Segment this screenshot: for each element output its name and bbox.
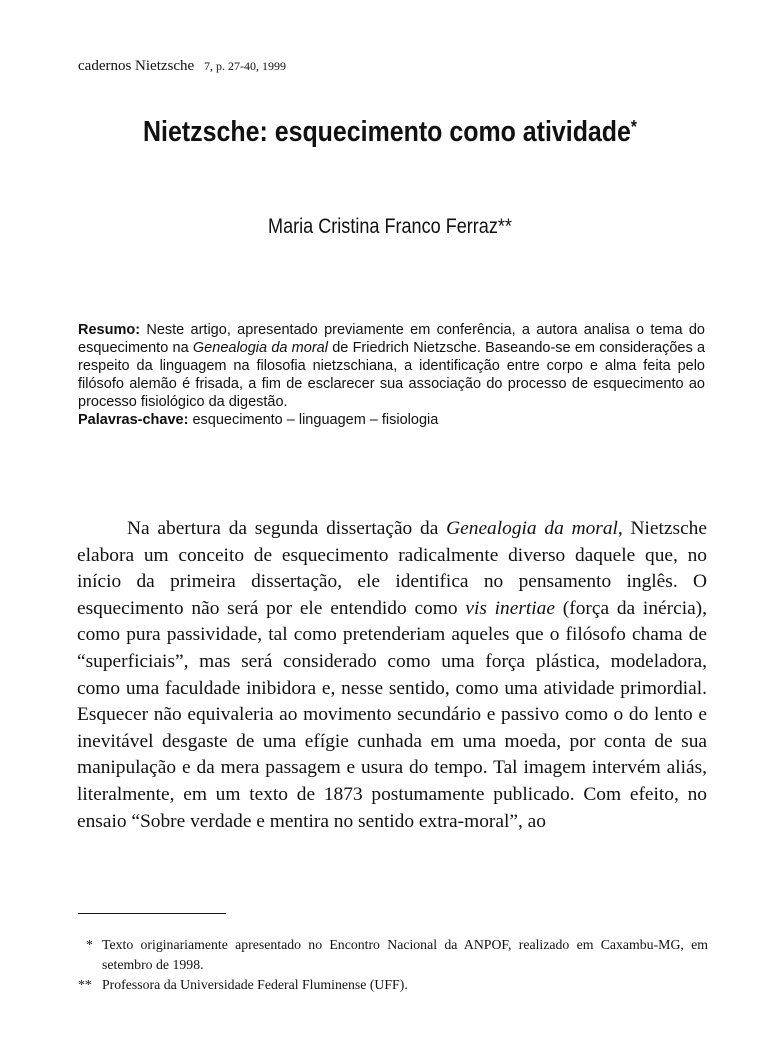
author-name: Maria Cristina Franco Ferraz [268,215,498,238]
journal-name: cadernos Nietzsche [78,58,195,74]
keywords-text: esquecimento – linguagem – fisiologia [192,412,439,428]
author-footnote-mark: ** [497,215,512,238]
abstract [78,321,705,429]
body-italic-title: Genealogia da moral [446,518,618,539]
footnote-text: Texto originariamente apresentado no Encontro Nacional da ANPOF, realizado em Caxambu-MG, em setembro de 1998. [102,937,708,972]
keywords [78,411,705,429]
footnote [78,935,708,975]
body-text-part: , Nietzsche elabora um conceito de esquecimento radicalmente diverso daquele que, no início da primeira dissertação, ele identifica no pensamento inglês. O esquecimento não será por ele entendido como [77,518,707,619]
journal-reference: 7, p. 27-40, 1999 [203,59,286,73]
article-title-text: Nietzsche: esquecimento como atividade [143,116,631,148]
body-text-part: (força da inércia), como pura passividade, tal como pretenderiam aqueles que o filósofo chama de “superficiais”, mas será considerado como uma força plástica, modeladora, como uma faculdade inibidora e, nesse sentido, como uma atividade primordial. Esquecer não equivaleria ao movimento secundário e passivo como o do lento e inevitável desgaste de uma efígie cunhada em uma moeda, por conta de sua manipulação e da mera passagem e usura do tempo. Tal imagem intervém aliás, literalmente, em um texto de 1873 postumamente publicado. Com efeito, no ensaio “Sobre verdade e mentira no sentido extra-moral”, ao [77,597,707,832]
footnote-text: Professora da Universidade Federal Fluminense (UFF). [102,977,408,992]
abstract-label: Resumo: [78,322,141,338]
footnote-divider [78,913,226,914]
article-author [55,215,726,239]
abstract-text-part: de Friedrich Nietzsche. Baseando-se em considerações a respeito da linguagem na filosofia nietzschiana, a identificação entre corpo e alma feita pelo filósofo alemão é frisada, a fim de esclarecer sua associação do processo de esquecimento ao processo fisiológico da digestão. [78,340,706,410]
keywords-label: Palavras-chave: [78,412,189,428]
abstract-paragraph [78,321,705,411]
footnote-mark: ** [78,977,92,992]
article-title [55,116,726,149]
abstract-text-part: Neste artigo, apresentado previamente em conferência, a autora analisa o tema do esquecimento na [78,322,705,356]
abstract-italic-title: Genealogia da moral [192,340,328,356]
body-italic-term: vis inertiae [465,597,555,619]
title-footnote-mark: * [630,117,637,137]
body-paragraph [77,516,707,835]
footnotes [78,935,708,995]
footnote-mark: * [86,937,93,952]
footnote [78,975,708,995]
running-head [78,58,286,75]
body-text-part: Na abertura da segunda dissertação da [127,518,439,539]
